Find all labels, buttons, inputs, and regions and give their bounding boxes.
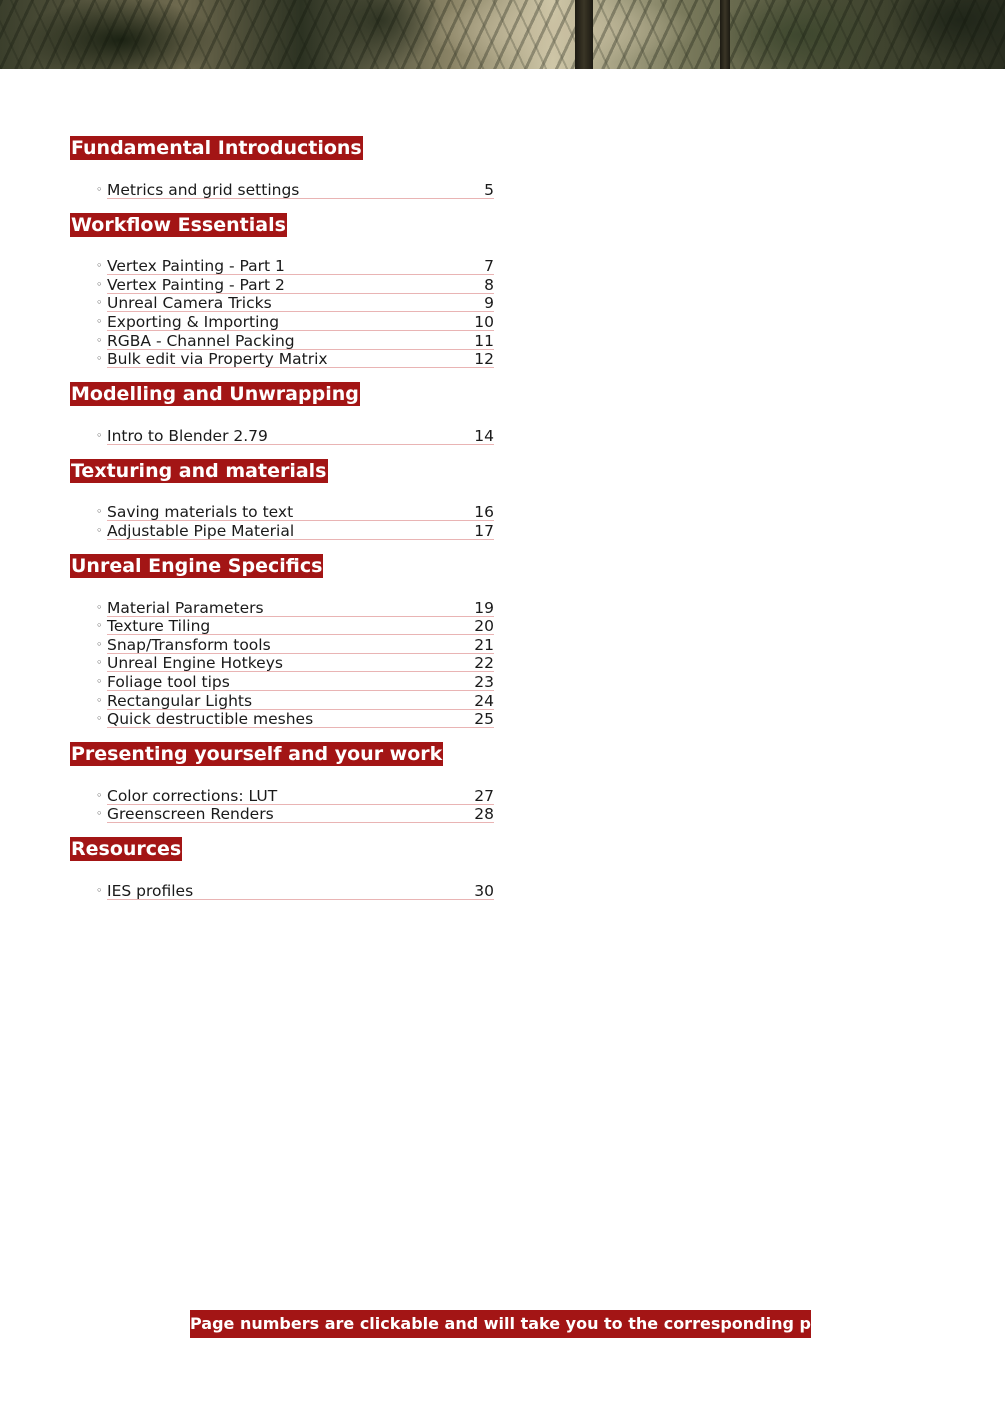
toc-section — [70, 554, 494, 728]
bullet-icon: ◦ — [96, 788, 103, 802]
page-number-link[interactable]: 21 — [474, 635, 494, 654]
toc-entry — [96, 598, 494, 617]
entry-title: Unreal Engine Hotkeys — [107, 654, 283, 673]
entry-title: Vertex Painting - Part 2 — [107, 275, 285, 294]
page-number-link[interactable]: 20 — [474, 617, 494, 636]
toc-entry — [96, 654, 494, 673]
section-heading: Modelling and Unwrapping — [71, 383, 359, 406]
table-of-contents — [70, 136, 494, 914]
toc-entry — [96, 786, 494, 805]
toc-entry — [96, 710, 494, 729]
section-heading: Texturing and materials — [71, 459, 327, 482]
page-number-link[interactable]: 5 — [484, 180, 494, 199]
entry-title: Vertex Painting - Part 1 — [107, 257, 285, 276]
banner-tree-trunk — [575, 0, 593, 69]
entry-title: Adjustable Pipe Material — [107, 521, 295, 540]
section-heading: Resources — [71, 838, 182, 861]
toc-entry — [96, 312, 494, 331]
entry-title: Color corrections: LUT — [107, 786, 278, 805]
entry-title: Bulk edit via Property Matrix — [107, 350, 328, 369]
header-banner-photo — [0, 0, 1005, 69]
bullet-icon: ◦ — [96, 656, 103, 670]
toc-section — [70, 382, 494, 445]
page-number-link[interactable]: 16 — [474, 503, 494, 522]
section-heading: Workflow Essentials — [71, 213, 286, 236]
entry-title: Texture Tiling — [107, 617, 211, 636]
section-heading: Presenting yourself and your work — [71, 743, 443, 766]
bullet-icon: ◦ — [96, 693, 103, 707]
page-number-link[interactable]: 12 — [474, 350, 494, 369]
page-number-link[interactable]: 11 — [474, 331, 494, 350]
bullet-icon: ◦ — [96, 314, 103, 328]
toc-entry — [96, 294, 494, 313]
toc-section — [70, 742, 494, 823]
toc-entry — [96, 257, 494, 276]
page-number-link[interactable]: 27 — [474, 786, 494, 805]
page-number-link[interactable]: 25 — [474, 710, 494, 729]
toc-entry — [96, 426, 494, 445]
bullet-icon: ◦ — [96, 619, 103, 633]
toc-entry — [96, 805, 494, 824]
toc-entry — [96, 275, 494, 294]
entry-title: Foliage tool tips — [107, 672, 230, 691]
bullet-icon: ◦ — [96, 182, 103, 196]
toc-section — [70, 213, 494, 369]
page-number-link[interactable]: 19 — [474, 598, 494, 617]
entry-title: Intro to Blender 2.79 — [107, 426, 268, 445]
bullet-icon: ◦ — [96, 428, 103, 442]
bullet-icon: ◦ — [96, 637, 103, 651]
banner-foliage — [0, 0, 1005, 69]
toc-entry — [96, 617, 494, 636]
bullet-icon: ◦ — [96, 807, 103, 821]
entry-title: Greenscreen Renders — [107, 805, 274, 824]
page-number-link[interactable]: 7 — [484, 257, 494, 276]
toc-section — [70, 136, 494, 199]
section-heading: Unreal Engine Specifics — [71, 554, 323, 577]
page-number-link[interactable]: 23 — [474, 672, 494, 691]
page-number-link[interactable]: 28 — [474, 805, 494, 824]
toc-entry — [96, 635, 494, 654]
entry-title: Unreal Camera Tricks — [107, 294, 272, 313]
page-number-link[interactable]: 30 — [474, 881, 494, 900]
bullet-icon: ◦ — [96, 296, 103, 310]
toc-entry — [96, 331, 494, 350]
toc-entry — [96, 881, 494, 900]
bullet-icon: ◦ — [96, 333, 103, 347]
section-heading: Fundamental Introductions — [71, 137, 362, 159]
entry-title: Rectangular Lights — [107, 691, 253, 710]
toc-entry — [96, 503, 494, 522]
bullet-icon: ◦ — [96, 712, 103, 726]
bullet-icon: ◦ — [96, 523, 103, 537]
toc-entry — [96, 691, 494, 710]
bullet-icon: ◦ — [96, 505, 103, 519]
page-number-link[interactable]: 24 — [474, 691, 494, 710]
bullet-icon: ◦ — [96, 600, 103, 614]
bullet-icon: ◦ — [96, 352, 103, 366]
banner-tree-trunk — [720, 0, 730, 69]
toc-entry — [96, 672, 494, 691]
entry-title: Material Parameters — [107, 598, 264, 617]
bullet-icon: ◦ — [96, 259, 103, 273]
entry-title: Exporting & Importing — [107, 312, 280, 331]
toc-entry — [96, 350, 494, 369]
page-number-link[interactable]: 9 — [484, 294, 494, 313]
bullet-icon: ◦ — [96, 674, 103, 688]
page-number-link[interactable]: 8 — [484, 275, 494, 294]
footer-note: Page numbers are clickable and will take you to the corresponding page — [190, 1310, 811, 1338]
toc-entry — [96, 180, 494, 199]
page-number-link[interactable]: 14 — [474, 426, 494, 445]
page-number-link[interactable]: 22 — [474, 654, 494, 673]
entry-title: RGBA - Channel Packing — [107, 331, 295, 350]
entry-title: IES profiles — [107, 881, 194, 900]
entry-title: Metrics and grid settings — [107, 180, 300, 199]
toc-entry — [96, 521, 494, 540]
page-number-link[interactable]: 17 — [474, 521, 494, 540]
toc-section — [70, 837, 494, 900]
page-number-link[interactable]: 10 — [474, 312, 494, 331]
entry-title: Saving materials to text — [107, 503, 294, 522]
bullet-icon: ◦ — [96, 277, 103, 291]
entry-title: Quick destructible meshes — [107, 710, 314, 729]
entry-title: Snap/Transform tools — [107, 635, 271, 654]
bullet-icon: ◦ — [96, 883, 103, 897]
toc-section — [70, 459, 494, 540]
